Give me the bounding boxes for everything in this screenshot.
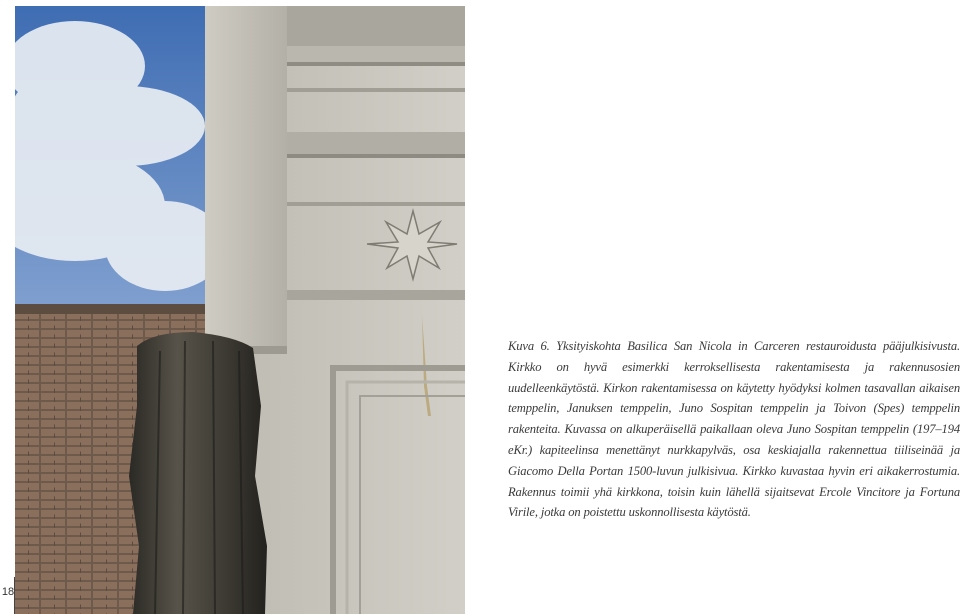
figure-caption: Kuva 6. Yksityiskohta Basilica San Nicola in Carceren restauroidusta pääjulkisivusta. Kirkko on hyvä esimerkki kerroksellisesta rakentamisesta ja rakennusosien uudelleenkäytöstä. Kirkon rakentamisessa on käytetty hyödyksi kolmen tasavallan aikaisen temppelin, Januksen temppelin, Juno Sospitan temppelin ja Toivon (Spes) temppelin rakenteita. Kuvassa on alkuperäisellä paikallaan oleva Juno Sospitan temppelin (197–194 eKr.) kapiteelinsa menettänyt nurkkapylväs, osa keskiajalla rakennettua tiiliseinää ja Giacomo Della Portan 1500-luvun julkisivua. Kirkko kuvastaa hyvin eri aikakerrostumia. Rakennus toimii yhä kirkkona, toisin kuin lähellä sijaitsevat Ercole Vincitore ja Fortuna Virile, jotka on poistettu uskonnollisesta käytöstä. — [508, 339, 960, 520]
ancient-column — [129, 332, 267, 614]
church-facade-photo — [15, 6, 465, 614]
page-number: 18 — [1, 586, 15, 598]
pilaster — [205, 6, 287, 352]
facade-illustration — [15, 6, 465, 614]
